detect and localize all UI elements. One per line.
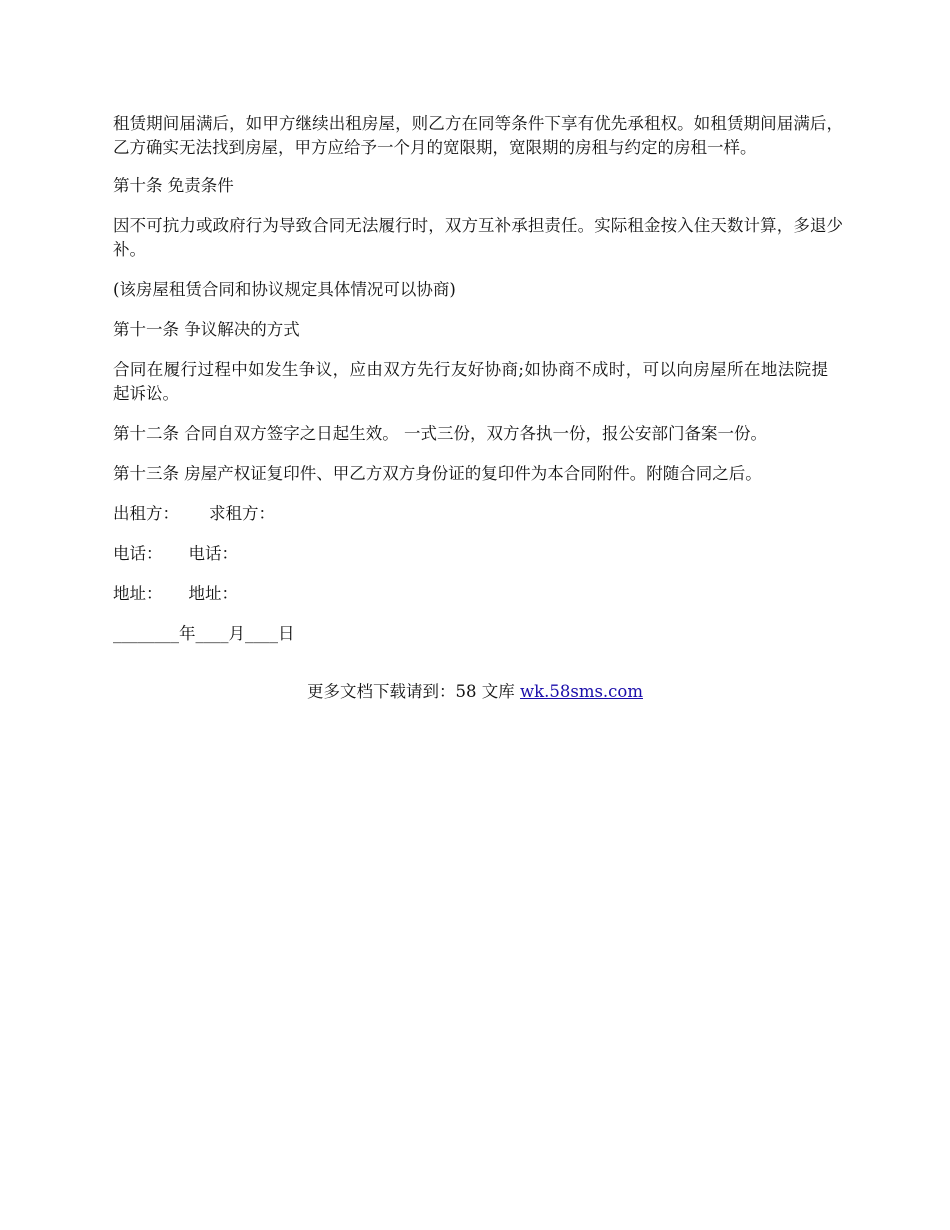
paragraph-force-majeure: 因不可抗力或政府行为导致合同无法履行时，双方互补承担责任。实际租金按入住天数计算，多退少补。 bbox=[113, 216, 843, 259]
lessor-label: 出租方： bbox=[113, 504, 179, 523]
lessee-phone-label: 电话： bbox=[188, 544, 238, 563]
paragraph-article-12: 第十二条 合同自双方签字之日起生效。 一式三份，双方各执一份，报公安部门备案一份。 bbox=[113, 424, 767, 443]
lessee-address-label: 地址： bbox=[188, 584, 238, 603]
paragraph-article-13: 第十三条 房屋产权证复印件、甲乙方双方身份证的复印件为本合同附件。附随合同之后。 bbox=[113, 464, 762, 483]
lessee-label: 求租方： bbox=[209, 504, 275, 523]
signature-parties-row bbox=[113, 502, 843, 526]
paragraph-lease-renewal: 租赁期间届满后，如甲方继续出租房屋，则乙方在同等条件下享有优先承租权。如租赁期间届满后，乙方确实无法找到房屋，甲方应给予一个月的宽限期，宽限期的房租与约定的房租一样。 bbox=[113, 114, 843, 157]
heading-article-11: 第十一条 争议解决的方式 bbox=[113, 320, 300, 339]
paragraph-dispute-resolution: 合同在履行过程中如发生争议，应由双方先行友好协商;如协商不成时，可以向房屋所在地法院提起诉讼。 bbox=[113, 360, 828, 403]
lessor-phone-label: 电话： bbox=[113, 544, 163, 563]
heading-article-10: 第十条 免责条件 bbox=[113, 176, 234, 195]
footer-site-link[interactable]: wk.58sms.com bbox=[519, 682, 643, 701]
signature-phone-row bbox=[113, 542, 843, 566]
date-line: ________年____月____日 bbox=[113, 624, 295, 643]
footer-prefix: 更多文档下载请到：58 文库 bbox=[306, 682, 520, 701]
lessor-address-label: 地址： bbox=[113, 584, 163, 603]
paragraph-negotiation-note: (该房屋租赁合同和协议规定具体情况可以协商) bbox=[113, 280, 456, 299]
signature-address-row bbox=[113, 582, 843, 606]
footer-download-note bbox=[0, 680, 950, 704]
document-body bbox=[113, 112, 843, 662]
